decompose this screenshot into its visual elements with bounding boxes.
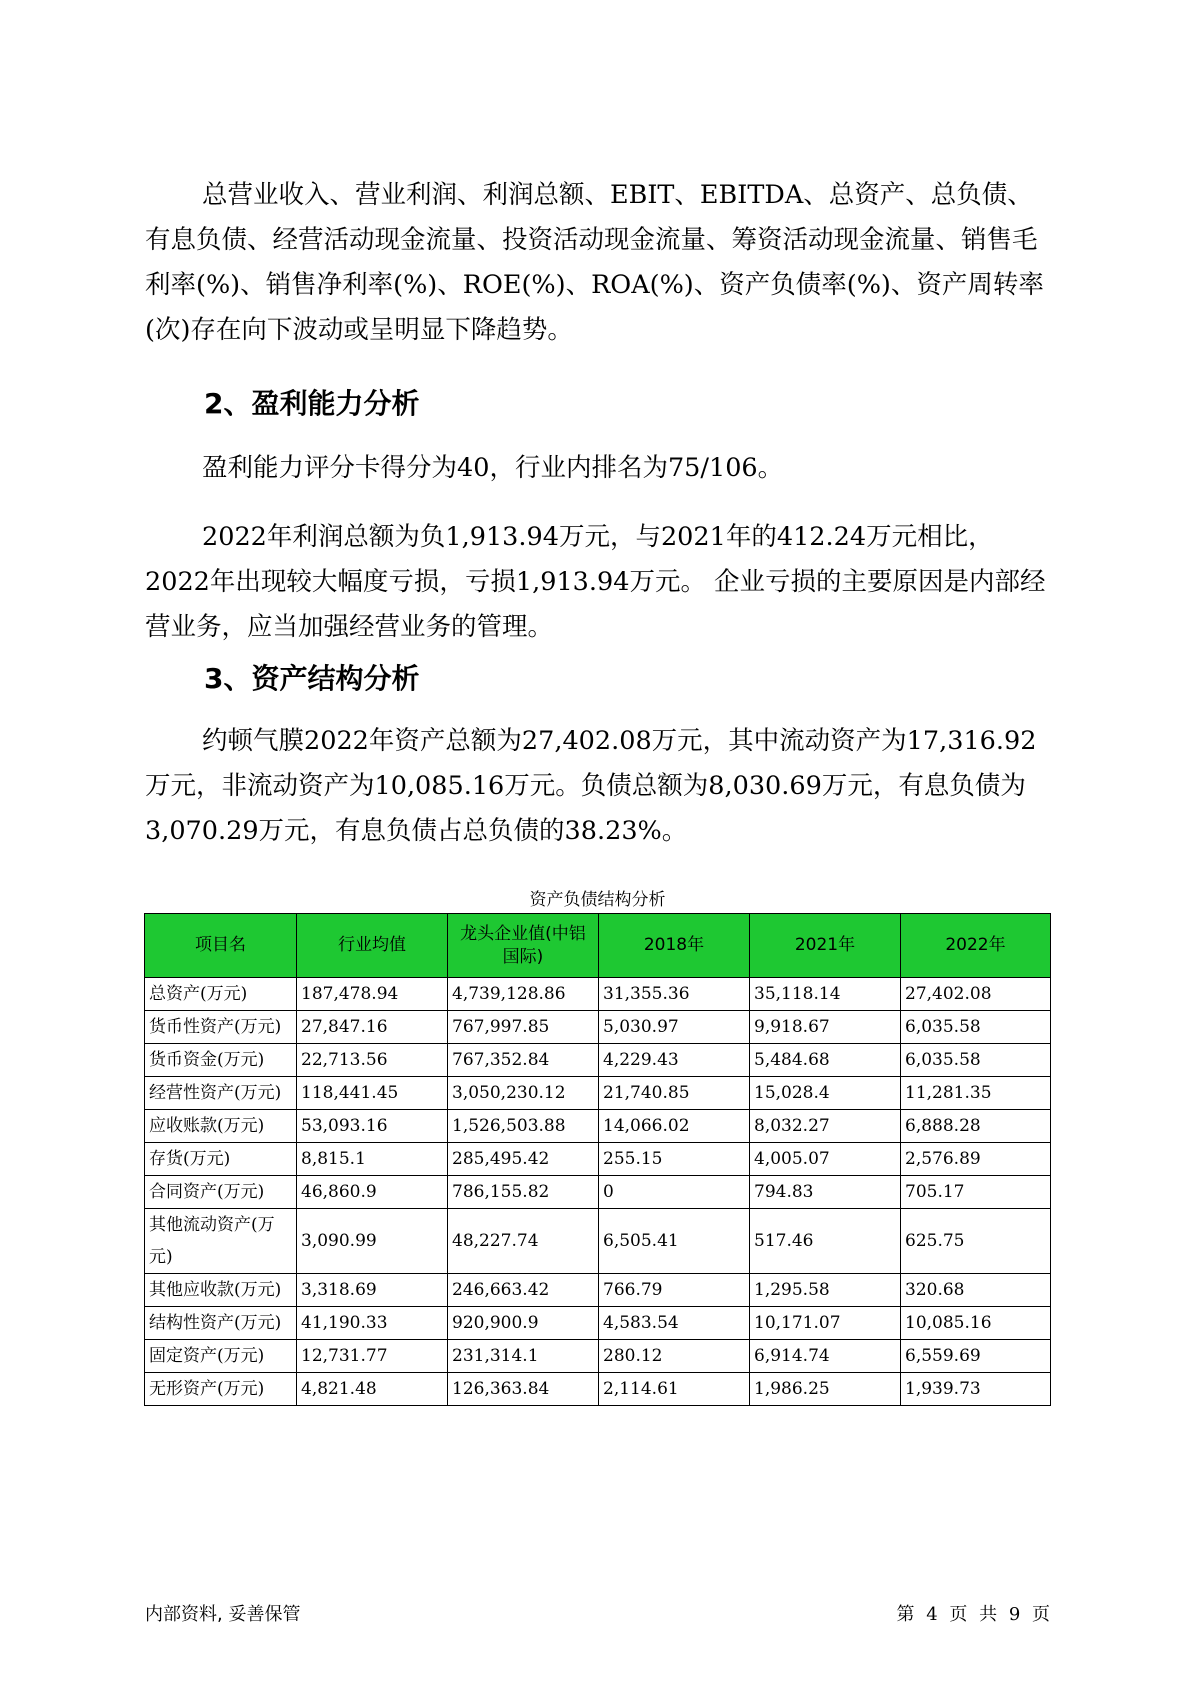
value-2018: 255.15	[599, 1143, 750, 1176]
intro-text: 总营业收入、营业利润、利润总额、EBIT、EBITDA、总资产、总负债、有息负债、经营活动现金流量、投资活动现金流量、筹资活动现金流量、销售毛利率(%)、销售净利率(%)、ROE(%)、ROA(%)、资产负债率(%)、资产周转率(次)存在向下波动或呈明显下降趋势。	[145, 180, 1044, 345]
industry-average: 187,478.94	[297, 978, 448, 1011]
profit-paragraph	[145, 515, 1050, 650]
value-2021: 9,918.67	[750, 1011, 901, 1044]
value-2021: 6,914.74	[750, 1340, 901, 1373]
industry-average: 12,731.77	[297, 1340, 448, 1373]
leader-value: 48,227.74	[448, 1209, 599, 1274]
industry-average: 27,847.16	[297, 1011, 448, 1044]
row-label: 其他应收款(万元)	[145, 1274, 297, 1307]
value-2018: 4,583.54	[599, 1307, 750, 1340]
leader-value: 1,526,503.88	[448, 1110, 599, 1143]
header-item-name: 项目名	[145, 914, 297, 978]
value-2021: 4,005.07	[750, 1143, 901, 1176]
table-row	[145, 1373, 1051, 1406]
industry-average: 46,860.9	[297, 1176, 448, 1209]
industry-average: 22,713.56	[297, 1044, 448, 1077]
value-2021: 517.46	[750, 1209, 901, 1274]
leader-value: 3,050,230.12	[448, 1077, 599, 1110]
value-2021: 1,986.25	[750, 1373, 901, 1406]
table-row	[145, 1209, 1051, 1274]
value-2022: 1,939.73	[901, 1373, 1051, 1406]
table-row	[145, 1307, 1051, 1340]
value-2018: 6,505.41	[599, 1209, 750, 1274]
value-2018: 21,740.85	[599, 1077, 750, 1110]
table-row	[145, 1143, 1051, 1176]
value-2021: 35,118.14	[750, 978, 901, 1011]
value-2018: 14,066.02	[599, 1110, 750, 1143]
value-2021: 15,028.4	[750, 1077, 901, 1110]
table-row	[145, 978, 1051, 1011]
row-label: 总资产(万元)	[145, 978, 297, 1011]
score-text: 盈利能力评分卡得分为40，行业内排名为75/106。	[202, 453, 784, 483]
table-caption: 资产负债结构分析	[529, 890, 666, 910]
leader-value: 231,314.1	[448, 1340, 599, 1373]
section-heading-asset-structure: 3、资产结构分析	[204, 662, 420, 695]
row-label: 货币资金(万元)	[145, 1044, 297, 1077]
footer-page-number: 第 4 页 共 9 页	[896, 1604, 1050, 1625]
industry-average: 3,318.69	[297, 1274, 448, 1307]
industry-average: 41,190.33	[297, 1307, 448, 1340]
asset-text: 约顿气膜2022年资产总额为27,402.08万元，其中流动资产为17,316.92万元，非流动资产为10,085.16万元。负债总额为8,030.69万元，有息负债为3,070.29万元，有息负债占总负债的38.23%。	[145, 726, 1037, 846]
asset-paragraph	[145, 719, 1050, 854]
value-2022: 625.75	[901, 1209, 1051, 1274]
row-label: 经营性资产(万元)	[145, 1077, 297, 1110]
header-2021: 2021年	[750, 914, 901, 978]
value-2021: 8,032.27	[750, 1110, 901, 1143]
leader-value: 285,495.42	[448, 1143, 599, 1176]
value-2021: 5,484.68	[750, 1044, 901, 1077]
value-2018: 31,355.36	[599, 978, 750, 1011]
row-label: 无形资产(万元)	[145, 1373, 297, 1406]
profit-text: 2022年利润总额为负1,913.94万元，与2021年的412.24万元相比，2022年出现较大幅度亏损，亏损1,913.94万元。 企业亏损的主要原因是内部经营业务，应当加强经营业务的管理。	[145, 522, 1046, 642]
table-row	[145, 1011, 1051, 1044]
value-2018: 280.12	[599, 1340, 750, 1373]
row-label: 固定资产(万元)	[145, 1340, 297, 1373]
row-label: 应收账款(万元)	[145, 1110, 297, 1143]
table-header-row	[145, 914, 1051, 978]
header-2018: 2018年	[599, 914, 750, 978]
leader-value: 4,739,128.86	[448, 978, 599, 1011]
value-2022: 11,281.35	[901, 1077, 1051, 1110]
industry-average: 53,093.16	[297, 1110, 448, 1143]
table-row	[145, 1077, 1051, 1110]
value-2022: 6,888.28	[901, 1110, 1051, 1143]
section-heading-profitability: 2、盈利能力分析	[204, 387, 420, 420]
leader-value: 767,997.85	[448, 1011, 599, 1044]
table-row	[145, 1340, 1051, 1373]
leader-value: 767,352.84	[448, 1044, 599, 1077]
value-2022: 6,035.58	[901, 1044, 1051, 1077]
leader-value: 920,900.9	[448, 1307, 599, 1340]
leader-value: 126,363.84	[448, 1373, 599, 1406]
value-2021: 1,295.58	[750, 1274, 901, 1307]
value-2018: 766.79	[599, 1274, 750, 1307]
industry-average: 8,815.1	[297, 1143, 448, 1176]
row-label: 货币性资产(万元)	[145, 1011, 297, 1044]
table-row	[145, 1110, 1051, 1143]
header-leader-value: 龙头企业值(中铝国际)	[448, 914, 599, 978]
value-2022: 10,085.16	[901, 1307, 1051, 1340]
footer-confidential: 内部资料, 妥善保管	[145, 1604, 301, 1625]
value-2018: 5,030.97	[599, 1011, 750, 1044]
value-2021: 794.83	[750, 1176, 901, 1209]
table-row	[145, 1176, 1051, 1209]
value-2018: 2,114.61	[599, 1373, 750, 1406]
table-body	[145, 978, 1051, 1406]
value-2022: 2,576.89	[901, 1143, 1051, 1176]
row-label: 结构性资产(万元)	[145, 1307, 297, 1340]
value-2022: 6,559.69	[901, 1340, 1051, 1373]
leader-value: 786,155.82	[448, 1176, 599, 1209]
industry-average: 4,821.48	[297, 1373, 448, 1406]
leader-value: 246,663.42	[448, 1274, 599, 1307]
row-label: 合同资产(万元)	[145, 1176, 297, 1209]
row-label: 存货(万元)	[145, 1143, 297, 1176]
header-industry-average: 行业均值	[297, 914, 448, 978]
intro-paragraph	[145, 173, 1050, 353]
table-row	[145, 1044, 1051, 1077]
balance-structure-table	[144, 913, 1051, 1406]
industry-average: 3,090.99	[297, 1209, 448, 1274]
value-2018: 4,229.43	[599, 1044, 750, 1077]
industry-average: 118,441.45	[297, 1077, 448, 1110]
value-2022: 6,035.58	[901, 1011, 1051, 1044]
table-row	[145, 1274, 1051, 1307]
score-paragraph	[145, 446, 1050, 491]
row-label: 其他流动资产(万元)	[145, 1209, 297, 1274]
value-2022: 320.68	[901, 1274, 1051, 1307]
value-2021: 10,171.07	[750, 1307, 901, 1340]
value-2022: 705.17	[901, 1176, 1051, 1209]
value-2022: 27,402.08	[901, 978, 1051, 1011]
header-2022: 2022年	[901, 914, 1051, 978]
value-2018: 0	[599, 1176, 750, 1209]
